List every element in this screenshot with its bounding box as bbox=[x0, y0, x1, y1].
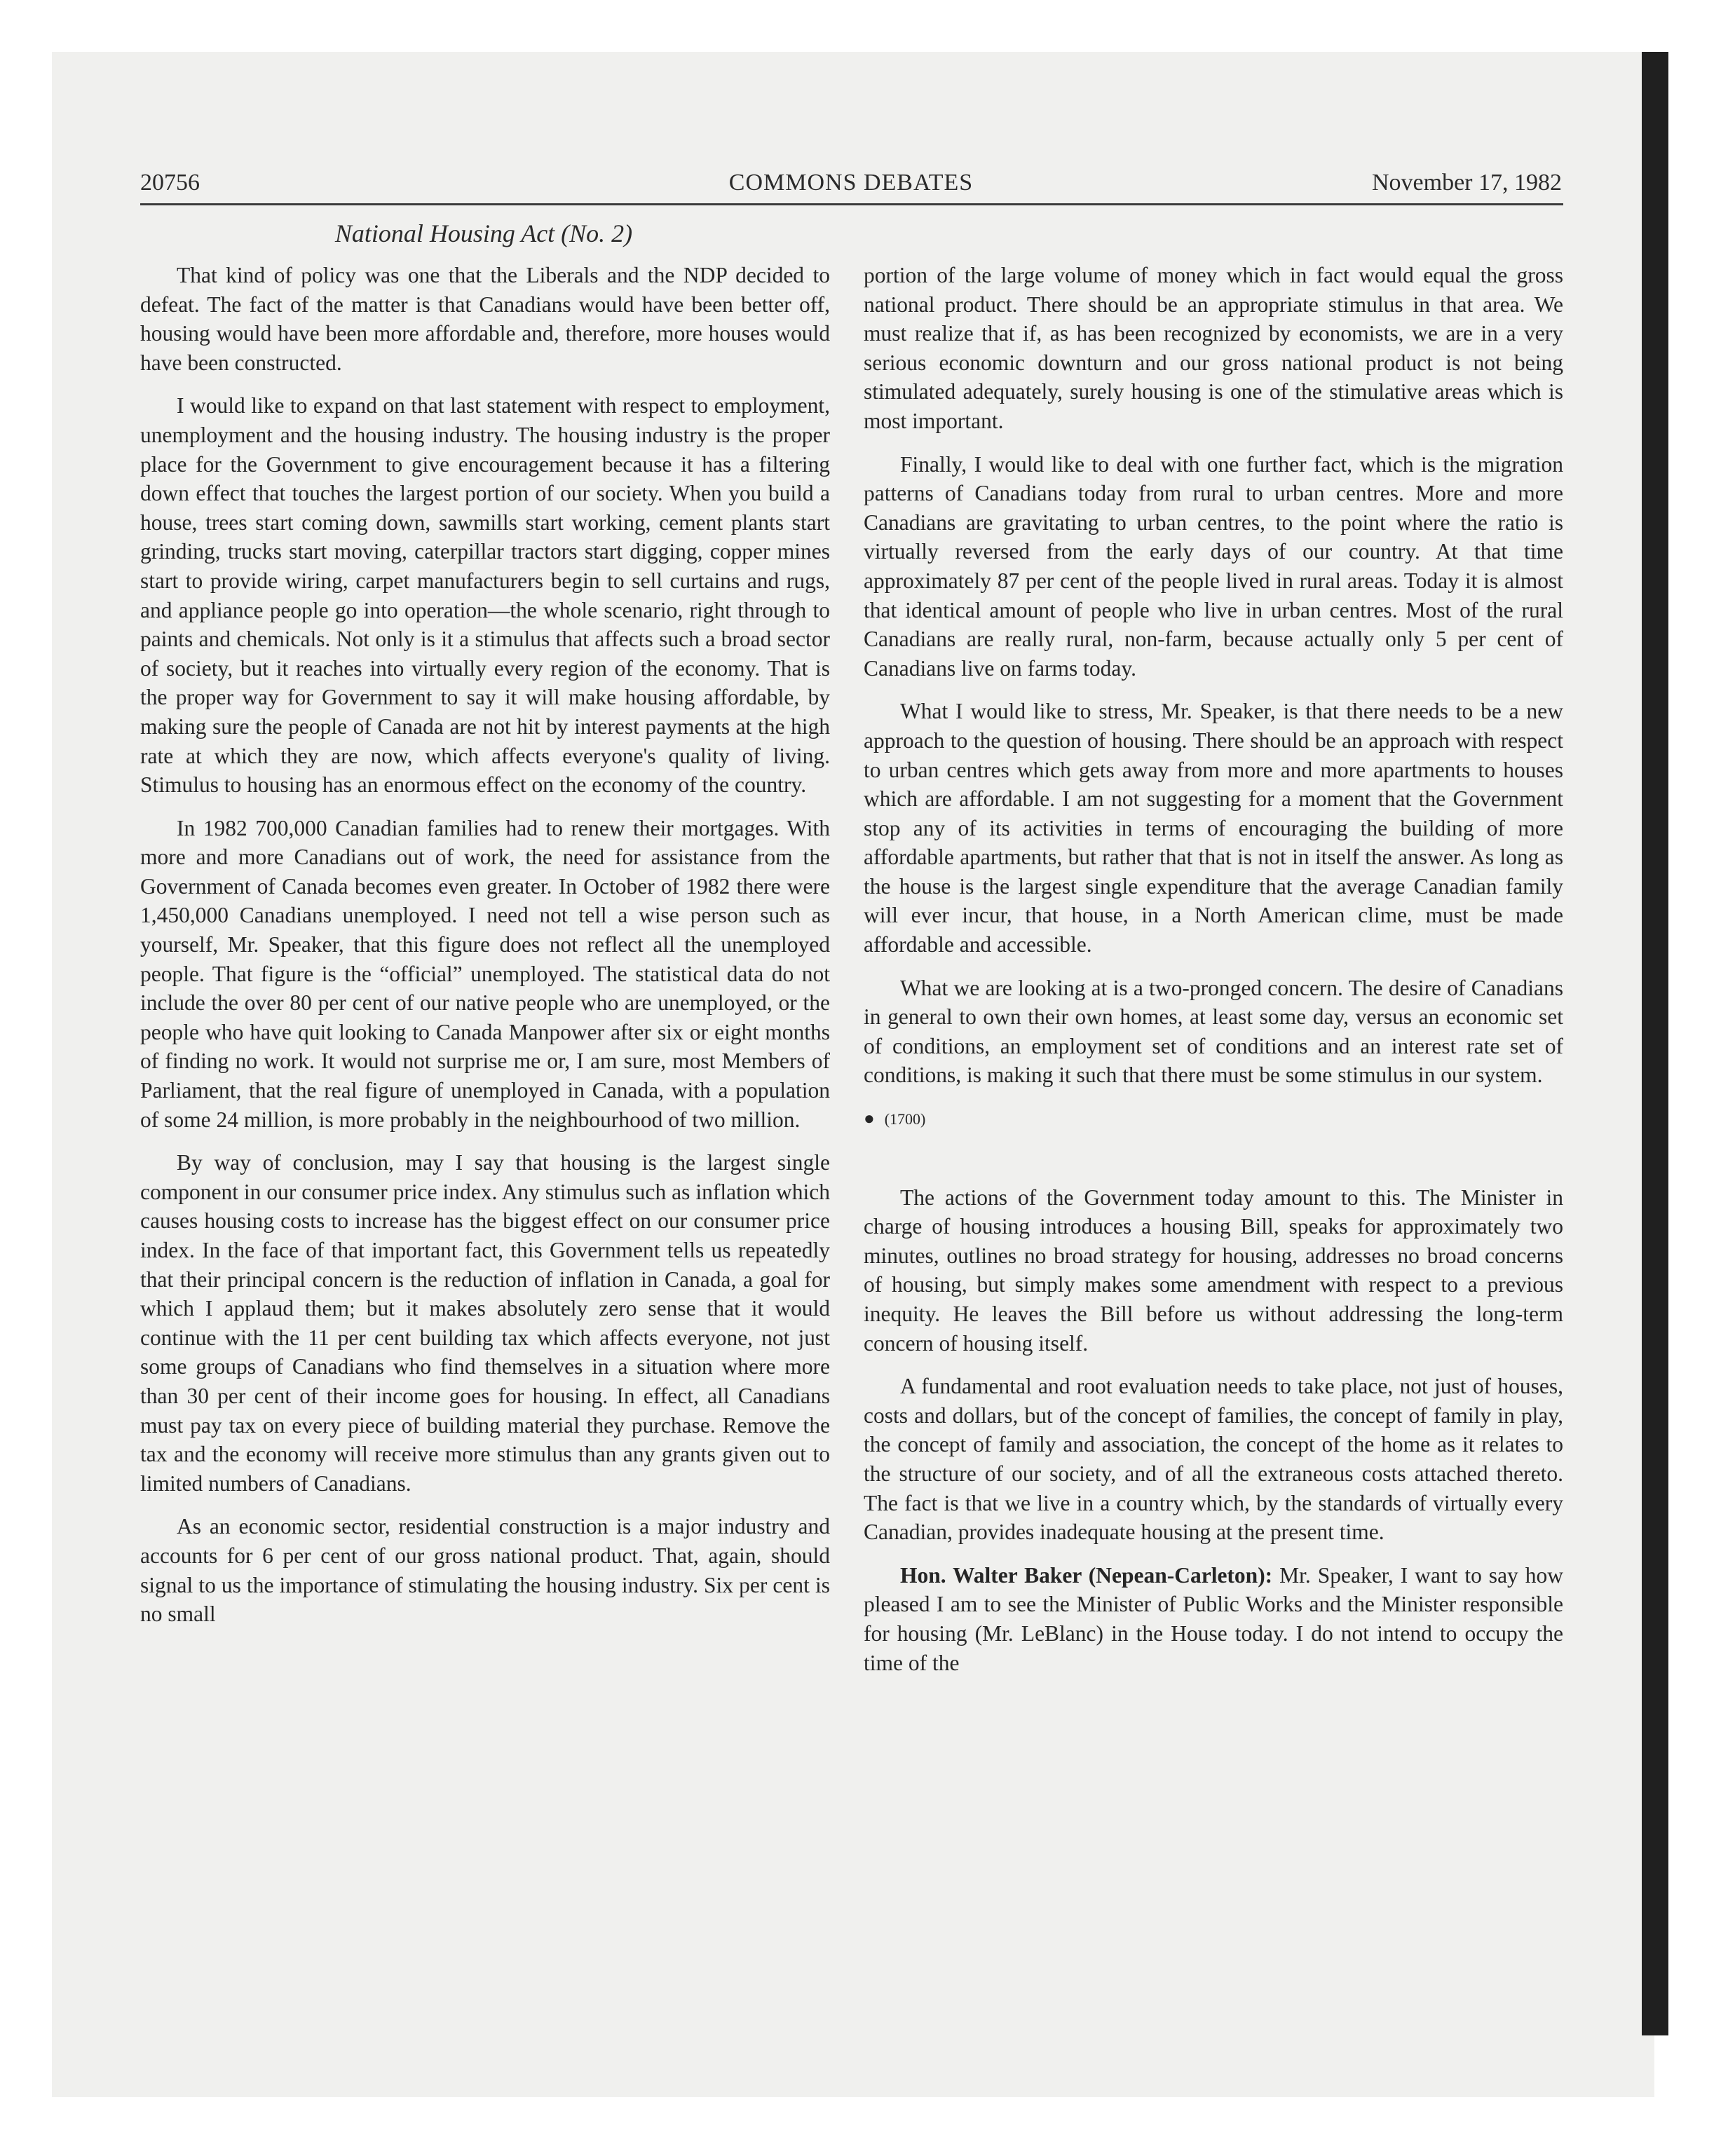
paragraph: In 1982 700,000 Canadian families had to renew their mortgages. With more and more Canadians out of work, the need for assistance from the Government of Canada becomes even greater. In October of 1982 there were 1,450,000 Canadians unemployed. I need not tell a wise person such as yourself, Mr. Speaker, that this figure does not reflect all the unemployed people. That figure is the “official” unemployed. The statistical data do not include the over 80 per cent of our native people who are unemployed, or the people who have quit looking to Canada Manpower after six or eight months of finding no work. It would not surprise me or, I am sure, most Members of Parliament, that the real figure of unemployed in Canada, with a population of some 24 million, is more probably in the neighbourhood of two million. bbox=[140, 815, 830, 1132]
left-column bbox=[140, 261, 830, 1643]
paragraph: A fundamental and root evaluation needs to take place, not just of houses, costs and dollars, but of the concept of families, the concept of family in play, the concept of family and association, the concept of the home as it relates to the structure of our society, and of all the extraneous costs attached thereto. The fact is that we live in a country which, by the standards of virtually every Canadian, provides inadequate housing at the present time. bbox=[864, 1374, 1563, 1545]
paragraph: By way of conclusion, may I say that housing is the largest single component in our consumer price index. Any stimulus such as inflation which causes housing costs to increase has the biggest effect on our consumer price index. In the face of that important fact, this Government tells us repeatedly that their principal concern is the reduction of inflation in Canada, a goal for which I applaud them; but it makes absolutely zero sense that it would continue with the 11 per cent building tax which affects everyone, not just some groups of Canadians who find themselves in a situation where more than 30 per cent of their income goes for housing. In effect, all Canadians must pay tax on every piece of building material they purchase. Remove the tax and the economy will receive more stimulus than any grants given out to limited numbers of Canadians. bbox=[140, 1150, 830, 1496]
paragraph: The actions of the Government today amount to this. The Minister in charge of housing introduces a housing Bill, speaks for approximately two minutes, outlines no broad strategy for housing, addresses no broad concerns of housing, but simply makes some amendment with respect to a previous inequity. He leaves the Bill before us without addressing the long-term concern of housing itself. bbox=[864, 1185, 1563, 1356]
time-marker-text: (1700) bbox=[884, 1110, 926, 1128]
page-header bbox=[140, 170, 1562, 202]
paragraph: That kind of policy was one that the Liberals and the NDP decided to defeat. The fact of the matter is that Canadians would have been better off, housing would have been more affordable and, therefore, more houses would have been constructed. bbox=[140, 263, 830, 375]
speaker-text: Mr. Speaker, I want to say how pleased I am to see the Minister of Public Works and the Minister responsible for housing (Mr. LeBlanc) in the House today. I do not intend to occupy the time of the bbox=[864, 1562, 1563, 1675]
right-column bbox=[864, 261, 1563, 1691]
speaker-name: Hon. Walter Baker (Nepean-Carleton): bbox=[900, 1562, 1273, 1588]
paragraph: As an economic sector, residential construction is a major industry and accounts for 6 per cent of our gross national product. That, again, should signal to us the importance of stimulating the housing industry. Six per cent is no small bbox=[140, 1514, 830, 1627]
scan-edge-strip bbox=[1642, 52, 1668, 2035]
speaker-paragraph bbox=[864, 1561, 1563, 1677]
publication-title: COMMONS DEBATES bbox=[728, 170, 974, 196]
page-date: November 17, 1982 bbox=[1371, 170, 1562, 196]
bullet-icon: ● bbox=[864, 1108, 875, 1129]
header-rule bbox=[140, 203, 1563, 205]
time-marker bbox=[864, 1104, 1563, 1134]
section-title: National Housing Act (No. 2) bbox=[334, 219, 633, 247]
paragraph: What I would like to stress, Mr. Speaker, is that there needs to be a new approach to the question of housing. There should be an approach with respect to urban centres which gets away from more and more apartments to houses which are affordable. I am not suggesting for a moment that the Government stop any of its activities in terms of encouraging the building of more affordable apartments, but rather that that is not in itself the answer. As long as the house is the largest single expenditure that the average Canadian family will ever incur, that house, in a North American clime, must be made affordable and accessible. bbox=[864, 699, 1563, 957]
page-number: 20756 bbox=[140, 170, 200, 196]
paragraph: portion of the large volume of money which in fact would equal the gross national product. There should be an appropriate stimulus in that area. We must realize that if, as has been recognized by economists, we are in a very serious economic downturn and our gross national product is not being stimulated adequately, surely housing is one of the stimulative areas which is most important. bbox=[864, 263, 1563, 433]
paragraph: Finally, I would like to deal with one further fact, which is the migration patterns of Canadians today from rural to urban centres. More and more Canadians are gravitating to urban centres, to the point where the ratio is virtually reversed from the early days of our country. At that time approximately 87 per cent of the people lived in rural areas. Today it is almost that identical amount of people who live in urban centres. Most of the rural Canadians are really rural, non-farm, because actually only 5 per cent of Canadians live on farms today. bbox=[864, 451, 1563, 681]
paragraph: What we are looking at is a two-pronged concern. The desire of Canadians in general to own their own homes, at least some day, versus an economic set of conditions, an employment set of conditions and an interest rate set of conditions, is making it such that there must be some stimulus in our system. bbox=[864, 975, 1563, 1088]
paragraph: I would like to expand on that last statement with respect to employment, unemployment and the housing industry. The housing industry is the proper place for the Government to give encouragement because it has a filtering down effect that touches the largest portion of our society. When you build a house, trees start coming down, sawmills start working, cement plants start grinding, trucks start moving, caterpillar tractors start digging, copper mines start to provide wiring, carpet manufacturers begin to sell curtains and rugs, and appliance people go into operation—the whole scenario, right through to paints and chemicals. Not only is it a stimulus that affects such a broad sector of society, but it reaches into virtually every region of the economy. That is the proper way for Government to say it will make housing affordable, by making sure the people of Canada are not hit by interest payments at the high rate at which they are now, which affects everyone's quality of living. Stimulus to housing has an enormous effect on the economy of the country. bbox=[140, 393, 830, 798]
